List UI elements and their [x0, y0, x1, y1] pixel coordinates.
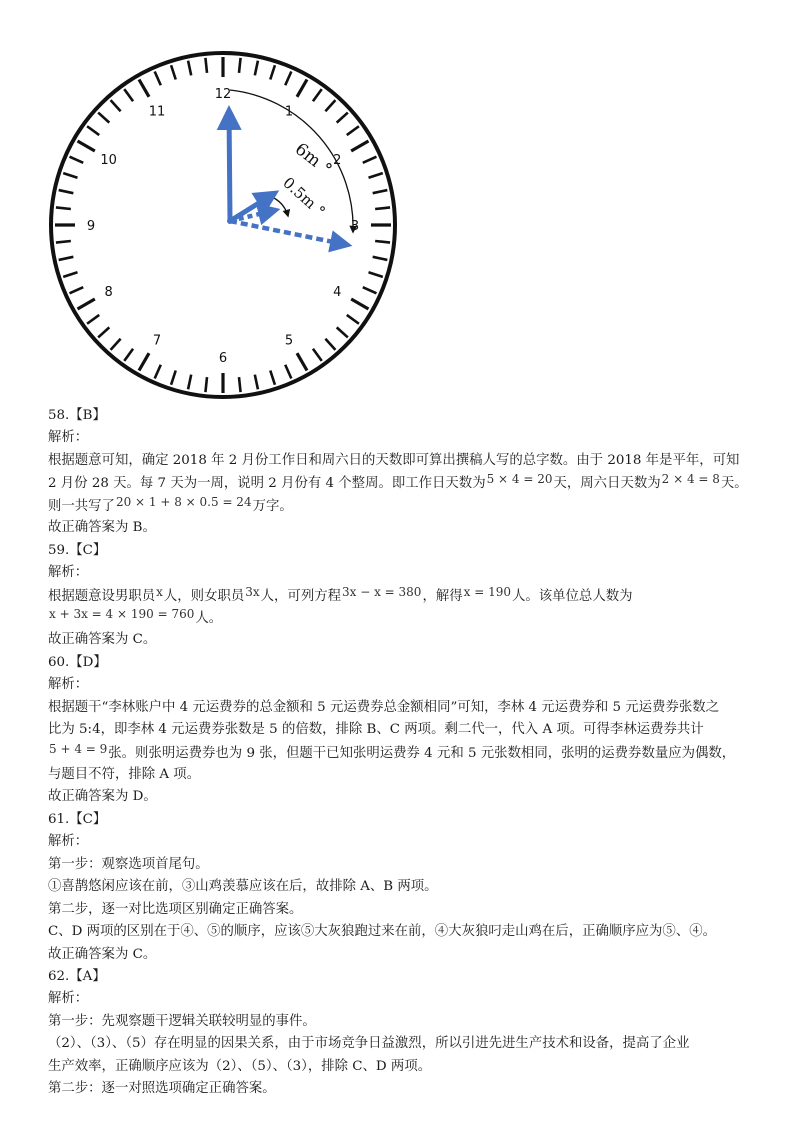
explanation-line	[48, 1056, 770, 1078]
answer-block	[48, 809, 770, 966]
text-segment: 生产效率，正确顺序应该为（2）、（5）、（3），排除 C、D 两项。	[48, 1058, 432, 1074]
minute-hand-arrow	[229, 110, 230, 221]
clock-number: 2	[333, 153, 342, 168]
math-expression: 3x	[245, 584, 260, 599]
text-segment: 解析：	[48, 677, 89, 693]
text-segment: 第二步，逐一对比选项区别确定正确答案。	[48, 901, 303, 917]
clock-number: 7	[152, 333, 162, 349]
explanation-line	[48, 495, 770, 517]
explanation-line	[48, 1033, 770, 1055]
clock-number: 9	[86, 219, 96, 234]
math-expression: x	[156, 584, 163, 599]
text-segment: 根据题意设男职员	[48, 588, 156, 604]
clock-number: 4	[333, 285, 342, 300]
text-segment: 第一步：观察选项首尾句。	[48, 856, 209, 872]
explanation-line	[48, 786, 770, 808]
answer-block	[48, 405, 770, 540]
clock-diagram	[30, 48, 430, 403]
text-segment: 人。	[195, 610, 223, 626]
minute-tick	[239, 58, 241, 73]
minute-tick	[239, 377, 241, 392]
text-segment: 解析：	[48, 565, 89, 581]
explanation-line	[48, 764, 770, 786]
inner-angle-label: 0.5m °	[279, 173, 329, 221]
answer-header: 58.【B】	[48, 408, 106, 423]
clock-number: 1	[284, 104, 294, 120]
minute-tick	[205, 58, 207, 73]
minute-tick	[205, 377, 207, 392]
text-segment: 人，则女职员	[163, 588, 245, 604]
answer-block	[48, 966, 770, 1101]
text-segment: 解析：	[48, 834, 89, 850]
explanation-line	[48, 607, 770, 629]
clock-number: 11	[148, 104, 166, 120]
text-segment: 天。	[720, 476, 748, 492]
answer-header: 60.【D】	[48, 654, 107, 670]
text-segment: C、D 两项的区别在于④、⑤的顺序，应该⑤大灰狼跑过来在前，④大灰狼叼走山鸡在后，正确顺序应为⑤、④。	[48, 924, 716, 940]
text-segment: ，解得	[422, 588, 463, 604]
explanation-line	[48, 831, 770, 853]
explanation-line	[48, 472, 770, 494]
math-expression: 3x − x = 380	[342, 584, 422, 599]
explanation-line	[48, 719, 770, 741]
clock-number: 6	[218, 351, 228, 366]
text-segment: 张。则张明运费券也为 9 张，但题干已知张明运费券 4 元和 5 元张数相同，张明的运费券数量应为偶数，	[108, 745, 736, 761]
text-segment: （2）、（3）、（5）存在明显的因果关系，由于市场竞争日益激烈，所以引进先进生产技术和设备，提高了企业	[48, 1036, 690, 1052]
explanation-line	[48, 697, 770, 719]
explanation-line	[48, 988, 770, 1010]
math-expression: 5 × 4 = 20	[486, 472, 553, 487]
text-segment: 故正确答案为 C。	[48, 946, 157, 962]
clock-number: 5	[284, 333, 294, 349]
clock-number: 3	[350, 219, 360, 234]
explanation-line	[48, 629, 770, 651]
explanation-line	[48, 899, 770, 921]
minute-tick	[375, 207, 390, 209]
math-expression: 2 × 4 = 8	[661, 472, 720, 487]
text-segment: 人，可列方程	[260, 588, 341, 604]
explanation-line	[48, 585, 770, 607]
explanation-line	[48, 427, 770, 449]
explanation-line	[48, 742, 770, 764]
answer-header: 61.【C】	[48, 811, 107, 827]
clock-number: 12	[214, 87, 232, 102]
math-expression: 20 × 1 + 8 × 0.5 = 24	[115, 494, 252, 509]
answer-block	[48, 652, 770, 809]
text-segment: 第二步：逐一对照选项确定正确答案。	[48, 1081, 276, 1097]
minute-tick	[56, 207, 71, 209]
clock-number: 10	[100, 153, 117, 168]
explanation-line	[48, 1011, 770, 1033]
text-segment: 天，周六日天数为	[553, 476, 661, 492]
text-segment: 与题目不符，排除 A 项。	[48, 767, 201, 782]
text-segment: 第一步：先观察题干逻辑关联较明显的事件。	[48, 1013, 316, 1029]
answer-block	[48, 540, 770, 652]
text-segment: 故正确答案为 B。	[48, 520, 156, 536]
text-segment: 比为 5:4，即李林 4 元运费券张数是 5 的倍数，排除 B、C 两项。剩二代一，代入 A 项。可得李林运费券共计	[48, 722, 704, 738]
answer-header: 62.【A】	[48, 968, 106, 984]
text-segment: 则一共写了	[48, 498, 115, 514]
text-segment: 故正确答案为 D。	[48, 789, 157, 805]
text-segment: ①喜鹊悠闲应该在前，③山鸡羡慕应该在后，故排除 A、B 两项。	[48, 879, 438, 895]
explanation-line	[48, 876, 770, 898]
math-expression: x = 190	[463, 584, 511, 599]
answer-header: 59.【C】	[48, 542, 107, 558]
explanation-line	[48, 1078, 770, 1100]
math-expression: 5 + 4 = 9	[49, 741, 108, 756]
text-segment: 根据题意可知，确定 2018 年 2 月份工作日和周六日的天数即可算出撰稿人写的总字数。由于 2018 年是平年，可知	[48, 452, 740, 468]
text-segment: 人。该单位总人数为	[511, 588, 633, 604]
explanation-line	[48, 450, 770, 472]
clock-number: 8	[104, 285, 113, 300]
explanation-line	[48, 517, 770, 539]
explanation-line	[48, 921, 770, 943]
text-segment: 故正确答案为 C。	[48, 632, 157, 648]
answer-explanations	[48, 405, 770, 1101]
text-segment: 万字。	[252, 498, 293, 514]
clock-face	[51, 53, 395, 397]
explanation-line	[48, 562, 770, 584]
explanation-line	[48, 674, 770, 696]
explanation-line	[48, 944, 770, 966]
text-segment: 解析：	[48, 991, 89, 1007]
math-expression: x + 3x = 4 × 190 = 760	[49, 606, 195, 621]
minute-tick	[375, 241, 390, 243]
text-segment: 2 月份 28 天。每 7 天为一周，说明 2 月份有 4 个整周。即工作日天数为	[48, 476, 486, 492]
outer-angle-label: 6m °	[290, 139, 336, 181]
explanation-line	[48, 854, 770, 876]
clock-figure	[30, 48, 430, 403]
minute-tick	[56, 241, 71, 243]
text-segment: 根据题干“李林账户中 4 元运费券的总金额和 5 元运费券总金额相同”可知，李林 4 元运费券和 5 元运费券张数之	[48, 699, 720, 715]
center-pin	[227, 218, 233, 224]
text-segment: 解析：	[48, 430, 89, 446]
